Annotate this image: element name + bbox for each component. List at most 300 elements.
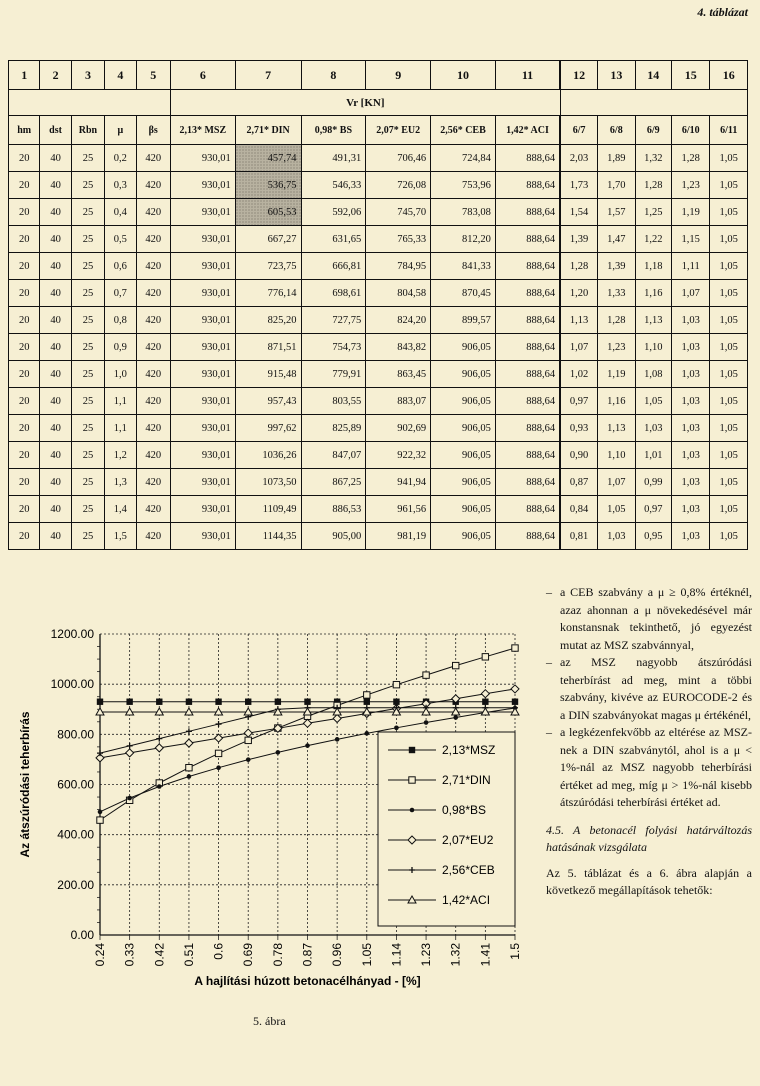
table-cell: 40 — [40, 253, 71, 280]
column-header: 6/8 — [598, 116, 635, 145]
table-cell: 1,05 — [710, 199, 748, 226]
table-cell: 420 — [136, 172, 170, 199]
legend-label: 2,13*MSZ — [442, 743, 496, 757]
table-cell: 420 — [136, 496, 170, 523]
data-point — [156, 699, 162, 705]
table-cell: 1,2 — [105, 442, 136, 469]
table-cell: 1,07 — [598, 469, 635, 496]
data-point — [215, 699, 221, 705]
table-cell: 726,08 — [366, 172, 431, 199]
table-cell: 0,84 — [560, 496, 597, 523]
column-header-row — [9, 116, 748, 145]
table-cell: 40 — [40, 226, 71, 253]
table-cell: 863,45 — [366, 361, 431, 388]
table-cell: 20 — [9, 145, 40, 172]
table-cell: 906,05 — [431, 334, 496, 361]
table-cell: 888,64 — [495, 199, 560, 226]
table-cell: 20 — [9, 280, 40, 307]
data-table — [8, 60, 748, 550]
data-point — [333, 715, 341, 723]
table-cell: 40 — [40, 523, 71, 550]
table-cell: 871,51 — [235, 334, 301, 361]
data-point — [246, 757, 251, 762]
column-header: 6/9 — [635, 116, 671, 145]
table-cell: 40 — [40, 280, 71, 307]
table-cell: 867,25 — [301, 469, 366, 496]
x-axis-title: A hajlítási húzott betonacélhányad - [%] — [194, 974, 421, 988]
table-cell: 1,73 — [560, 172, 597, 199]
table-cell: 420 — [136, 199, 170, 226]
y-tick-label: 0.00 — [70, 928, 94, 942]
table-cell: 1,07 — [560, 334, 597, 361]
table-cell: 1,03 — [671, 496, 709, 523]
table-cell: 1,05 — [710, 388, 748, 415]
table-cell: 961,56 — [366, 496, 431, 523]
table-cell: 847,07 — [301, 442, 366, 469]
table-cell: 1,03 — [635, 415, 671, 442]
table-cell: 0,6 — [105, 253, 136, 280]
line-chart — [0, 600, 540, 1030]
data-point — [215, 734, 223, 742]
data-point — [453, 715, 458, 720]
table-cell: 1,05 — [710, 172, 748, 199]
table-cell: 592,06 — [301, 199, 366, 226]
column-number: 9 — [366, 61, 431, 90]
data-point — [424, 720, 429, 725]
table-cell: 420 — [136, 442, 170, 469]
table-cell: 1,16 — [598, 388, 635, 415]
table-row — [9, 253, 748, 280]
table-cell: 1,32 — [635, 145, 671, 172]
table-cell: 1,05 — [598, 496, 635, 523]
column-number: 11 — [495, 61, 560, 90]
table-cell: 1109,49 — [235, 496, 301, 523]
legend-label: 0,98*BS — [442, 803, 487, 817]
legend-label: 1,42*ACI — [442, 893, 491, 907]
table-cell: 1,28 — [671, 145, 709, 172]
table-row — [9, 388, 748, 415]
chart-area — [0, 600, 540, 1030]
table-cell: 902,69 — [366, 415, 431, 442]
table-cell: 1144,35 — [235, 523, 301, 550]
table-cell: 1,05 — [710, 523, 748, 550]
table-cell: 40 — [40, 388, 71, 415]
data-point — [186, 764, 192, 770]
table-cell: 1,1 — [105, 388, 136, 415]
table-cell: 754,73 — [301, 334, 366, 361]
table-cell: 420 — [136, 145, 170, 172]
table-cell: 1,05 — [635, 388, 671, 415]
table-cell: 20 — [9, 307, 40, 334]
data-point — [304, 719, 312, 727]
table-cell: 888,64 — [495, 334, 560, 361]
table-cell: 888,64 — [495, 226, 560, 253]
data-point — [511, 708, 519, 715]
table-cell: 1,13 — [598, 415, 635, 442]
table-cell: 1,03 — [671, 361, 709, 388]
table-row — [9, 280, 748, 307]
table-cell: 40 — [40, 415, 71, 442]
vr-blank-left — [9, 90, 171, 116]
table-cell: 1,01 — [635, 442, 671, 469]
table-cell: 1,05 — [710, 469, 748, 496]
table-cell: 1,05 — [710, 415, 748, 442]
table-cell: 25 — [71, 496, 104, 523]
column-number: 1 — [9, 61, 40, 90]
table-cell: 0,5 — [105, 226, 136, 253]
table-row — [9, 172, 748, 199]
table-cell: 906,05 — [431, 388, 496, 415]
table-cell: 1,28 — [635, 172, 671, 199]
column-number: 15 — [671, 61, 709, 90]
data-point — [215, 708, 223, 715]
table-cell: 0,95 — [635, 523, 671, 550]
table-cell: 1,28 — [598, 307, 635, 334]
data-point — [215, 750, 221, 756]
table-cell: 420 — [136, 361, 170, 388]
table-cell: 899,57 — [431, 307, 496, 334]
table-cell: 888,64 — [495, 280, 560, 307]
table-cell: 1,10 — [635, 334, 671, 361]
x-tick-label: 0.51 — [181, 943, 196, 967]
table-cell: 546,33 — [301, 172, 366, 199]
column-number: 8 — [301, 61, 366, 90]
column-number: 12 — [560, 61, 597, 90]
table-cell: 1,39 — [598, 253, 635, 280]
table-cell: 457,74 — [235, 145, 301, 172]
table-cell: 883,07 — [366, 388, 431, 415]
table-cell: 25 — [71, 442, 104, 469]
table-cell: 930,01 — [170, 496, 235, 523]
table-body — [9, 145, 748, 550]
table-cell: 40 — [40, 172, 71, 199]
column-header: 2,56* CEB — [431, 116, 496, 145]
table-cell: 491,31 — [301, 145, 366, 172]
table-row — [9, 442, 748, 469]
column-header: hm — [9, 116, 40, 145]
table-row — [9, 415, 748, 442]
data-point — [305, 743, 310, 748]
table-cell: 25 — [71, 523, 104, 550]
y-tick-label: 400.00 — [57, 827, 94, 842]
table-cell: 420 — [136, 334, 170, 361]
table-cell: 1,08 — [635, 361, 671, 388]
table-cell: 930,01 — [170, 388, 235, 415]
table-cell: 1,23 — [598, 334, 635, 361]
data-point — [216, 765, 221, 770]
table-cell: 1,25 — [635, 199, 671, 226]
table-row — [9, 361, 748, 388]
table-cell: 2,03 — [560, 145, 597, 172]
table-cell: 1,19 — [598, 361, 635, 388]
table-cell: 20 — [9, 253, 40, 280]
column-number: 10 — [431, 61, 496, 90]
x-tick-label: 1.05 — [359, 943, 374, 967]
table-cell: 776,14 — [235, 280, 301, 307]
column-header: 6/10 — [671, 116, 709, 145]
table-cell: 0,97 — [635, 496, 671, 523]
table-cell: 420 — [136, 307, 170, 334]
x-tick-label: 1.5 — [508, 943, 522, 960]
bullet-text: a CEB szabvány a μ ≥ 0,8% értéknél, azaz ahonnan a μ növekedésével már konstansnak tekinthető, jó egyezést mutat az MSZ szabvánnyal, — [560, 585, 752, 652]
table-cell: 727,75 — [301, 307, 366, 334]
table-cell: 1,57 — [598, 199, 635, 226]
column-number-row — [9, 61, 748, 90]
table-cell: 1,02 — [560, 361, 597, 388]
column-header: μ — [105, 116, 136, 145]
data-point — [155, 744, 163, 752]
table-cell: 1,33 — [598, 280, 635, 307]
table-cell: 0,7 — [105, 280, 136, 307]
column-number: 6 — [170, 61, 235, 90]
table-cell: 888,64 — [495, 361, 560, 388]
column-header: 2,13* MSZ — [170, 116, 235, 145]
table-cell: 25 — [71, 361, 104, 388]
table-cell: 1,03 — [671, 415, 709, 442]
x-tick-label: 1.14 — [389, 943, 404, 967]
table-cell: 886,53 — [301, 496, 366, 523]
table-cell: 784,95 — [366, 253, 431, 280]
x-tick-label: 0.87 — [300, 943, 315, 967]
table-cell: 20 — [9, 469, 40, 496]
table-cell: 930,01 — [170, 361, 235, 388]
table-cell: 888,64 — [495, 523, 560, 550]
data-point — [363, 708, 371, 715]
table-cell: 1,5 — [105, 523, 136, 550]
table-row — [9, 145, 748, 172]
table-cell: 667,27 — [235, 226, 301, 253]
table-cell: 906,05 — [431, 442, 496, 469]
table-cell: 1,05 — [710, 145, 748, 172]
table-cell: 25 — [71, 199, 104, 226]
table-cell: 0,81 — [560, 523, 597, 550]
table-cell: 1,1 — [105, 415, 136, 442]
table-cell: 930,01 — [170, 226, 235, 253]
data-point — [185, 708, 193, 715]
table-cell: 25 — [71, 388, 104, 415]
bullet-item: – a legkézenfekvőbb az eltérése az MSZ-nek a DIN szabványtól, ahol is a μ < 1%-nál az MSZ nagyobb teherbírási értéket ad meg, míg μ > 1%-nál kisebb átszúródási teherbírási értéket ad. — [546, 724, 752, 812]
table-cell: 843,82 — [366, 334, 431, 361]
table-cell: 420 — [136, 415, 170, 442]
data-point — [126, 708, 134, 715]
table-cell: 1,03 — [671, 442, 709, 469]
table-cell: 930,01 — [170, 523, 235, 550]
table-cell: 40 — [40, 307, 71, 334]
table-cell: 783,08 — [431, 199, 496, 226]
table-cell: 1,4 — [105, 496, 136, 523]
data-point — [185, 739, 193, 747]
table-cell: 420 — [136, 253, 170, 280]
table-cell: 888,64 — [495, 388, 560, 415]
table-cell: 1,07 — [671, 280, 709, 307]
data-point — [512, 645, 518, 651]
table-cell: 1,05 — [710, 361, 748, 388]
table-cell: 930,01 — [170, 199, 235, 226]
bullet-item: – a CEB szabvány a μ ≥ 0,8% értéknél, azaz ahonnan a μ növekedésével már konstansnak tekinthető, jó egyezést mutat az MSZ szabvánnyal, — [546, 584, 752, 654]
table-cell: 1,05 — [710, 280, 748, 307]
table-cell: 40 — [40, 442, 71, 469]
table-cell: 888,64 — [495, 442, 560, 469]
data-point — [481, 708, 489, 715]
data-point — [244, 729, 252, 737]
table-cell: 825,20 — [235, 307, 301, 334]
table-cell: 0,90 — [560, 442, 597, 469]
table-cell: 888,64 — [495, 145, 560, 172]
column-number: 14 — [635, 61, 671, 90]
table-cell: 25 — [71, 469, 104, 496]
table-cell: 420 — [136, 226, 170, 253]
table-row — [9, 496, 748, 523]
table-cell: 420 — [136, 469, 170, 496]
table-cell: 1,0 — [105, 361, 136, 388]
table-cell: 906,05 — [431, 361, 496, 388]
data-point — [244, 708, 252, 715]
column-header: 6/7 — [560, 116, 597, 145]
table-cell: 605,53 — [235, 199, 301, 226]
table-cell: 20 — [9, 334, 40, 361]
column-header: 2,71* DIN — [235, 116, 301, 145]
table-cell: 930,01 — [170, 172, 235, 199]
table-row — [9, 523, 748, 550]
legend-label: 2,71*DIN — [442, 773, 491, 787]
table-cell: 915,48 — [235, 361, 301, 388]
table-cell: 40 — [40, 469, 71, 496]
table-cell: 40 — [40, 199, 71, 226]
bullet-text: a legkézenfekvőbb az eltérése az MSZ-nek a DIN szabványtól, ahol is a μ < 1%-nál az MSZ nagyobb teherbírási értéket ad meg, míg μ > 1%-nál kisebb átszúródási teherbírási értéket ad. — [560, 725, 752, 809]
table-cell: 1,03 — [598, 523, 635, 550]
x-tick-label: 0.69 — [241, 943, 256, 967]
data-point — [97, 699, 103, 705]
column-number: 7 — [235, 61, 301, 90]
data-point — [98, 810, 103, 815]
data-point — [276, 750, 281, 755]
x-tick-label: 0.78 — [270, 943, 285, 967]
column-number: 13 — [598, 61, 635, 90]
table-cell: 666,81 — [301, 253, 366, 280]
intro-paragraph: Az 5. táblázat és a 6. ábra alapján a következő megállapítások tehetők: — [546, 865, 752, 897]
table-row — [9, 199, 748, 226]
table-cell: 25 — [71, 307, 104, 334]
table-cell: 1,39 — [560, 226, 597, 253]
table-cell: 1,13 — [635, 307, 671, 334]
table-cell: 1,47 — [598, 226, 635, 253]
table-cell: 997,62 — [235, 415, 301, 442]
table-cell: 888,64 — [495, 253, 560, 280]
table-cell: 420 — [136, 280, 170, 307]
table-cell: 841,33 — [431, 253, 496, 280]
column-number: 16 — [710, 61, 748, 90]
table-cell: 1,11 — [671, 253, 709, 280]
data-point — [335, 737, 340, 742]
section-title: 4.5. A betonacél folyási határváltozás hatásának vizsgálata — [546, 822, 752, 854]
table-cell: 0,93 — [560, 415, 597, 442]
table-cell: 905,00 — [301, 523, 366, 550]
table-cell: 0,87 — [560, 469, 597, 496]
table-cell: 870,45 — [431, 280, 496, 307]
table-cell: 1,19 — [671, 199, 709, 226]
vr-label: Vr [KN] — [170, 90, 560, 116]
table-cell: 20 — [9, 226, 40, 253]
data-point — [453, 662, 459, 668]
table-cell: 20 — [9, 415, 40, 442]
x-tick-label: 1.41 — [478, 943, 493, 967]
data-point — [452, 708, 460, 715]
y-tick-label: 1000.00 — [50, 677, 94, 692]
table-row — [9, 469, 748, 496]
table-cell: 803,55 — [301, 388, 366, 415]
table-cell: 40 — [40, 496, 71, 523]
x-tick-label: 1.23 — [419, 943, 434, 967]
table-cell: 812,20 — [431, 226, 496, 253]
table-cell: 1,3 — [105, 469, 136, 496]
x-tick-label: 0.42 — [152, 943, 167, 967]
data-point — [304, 708, 312, 715]
table-cell: 40 — [40, 334, 71, 361]
table-cell: 930,01 — [170, 334, 235, 361]
table-cell: 888,64 — [495, 469, 560, 496]
table-cell: 20 — [9, 172, 40, 199]
data-point — [511, 685, 519, 693]
data-point — [126, 699, 132, 705]
table-cell: 981,19 — [366, 523, 431, 550]
table-cell: 1,03 — [671, 469, 709, 496]
data-point — [187, 774, 192, 779]
legend-marker — [409, 777, 415, 783]
vr-header-row — [9, 90, 748, 116]
legend-label: 2,56*CEB — [442, 863, 495, 877]
table-cell: 20 — [9, 199, 40, 226]
table-cell: 1,05 — [710, 496, 748, 523]
table-cell: 0,3 — [105, 172, 136, 199]
table-cell: 25 — [71, 226, 104, 253]
table-cell: 1,03 — [671, 334, 709, 361]
table-cell: 420 — [136, 523, 170, 550]
x-tick-label: 0.6 — [211, 943, 226, 960]
column-header: 1,42* ACI — [495, 116, 560, 145]
table-cell: 1036,26 — [235, 442, 301, 469]
data-point — [394, 726, 399, 731]
table-cell: 1073,50 — [235, 469, 301, 496]
y-tick-label: 1200.00 — [50, 627, 94, 641]
table-row — [9, 307, 748, 334]
table-cell: 906,05 — [431, 469, 496, 496]
data-point — [155, 708, 163, 715]
table-cell: 1,03 — [671, 388, 709, 415]
data-point — [482, 699, 488, 705]
table-cell: 825,89 — [301, 415, 366, 442]
column-header: 0,98* BS — [301, 116, 366, 145]
data-point — [481, 690, 489, 698]
table-cell: 1,22 — [635, 226, 671, 253]
column-header: Rbn — [71, 116, 104, 145]
table-cell: 724,84 — [431, 145, 496, 172]
data-point — [364, 731, 369, 736]
table-cell: 40 — [40, 361, 71, 388]
table-cell: 0,9 — [105, 334, 136, 361]
table-cell: 1,70 — [598, 172, 635, 199]
column-number: 3 — [71, 61, 104, 90]
table-cell: 906,05 — [431, 523, 496, 550]
table-cell: 1,05 — [710, 226, 748, 253]
x-tick-label: 0.96 — [330, 943, 345, 967]
data-point — [304, 699, 310, 705]
figure-caption: 5. ábra — [253, 1014, 286, 1028]
data-point — [127, 743, 133, 749]
data-point — [186, 699, 192, 705]
table-cell: 20 — [9, 361, 40, 388]
data-point — [126, 749, 134, 757]
table-cell: 1,05 — [710, 253, 748, 280]
